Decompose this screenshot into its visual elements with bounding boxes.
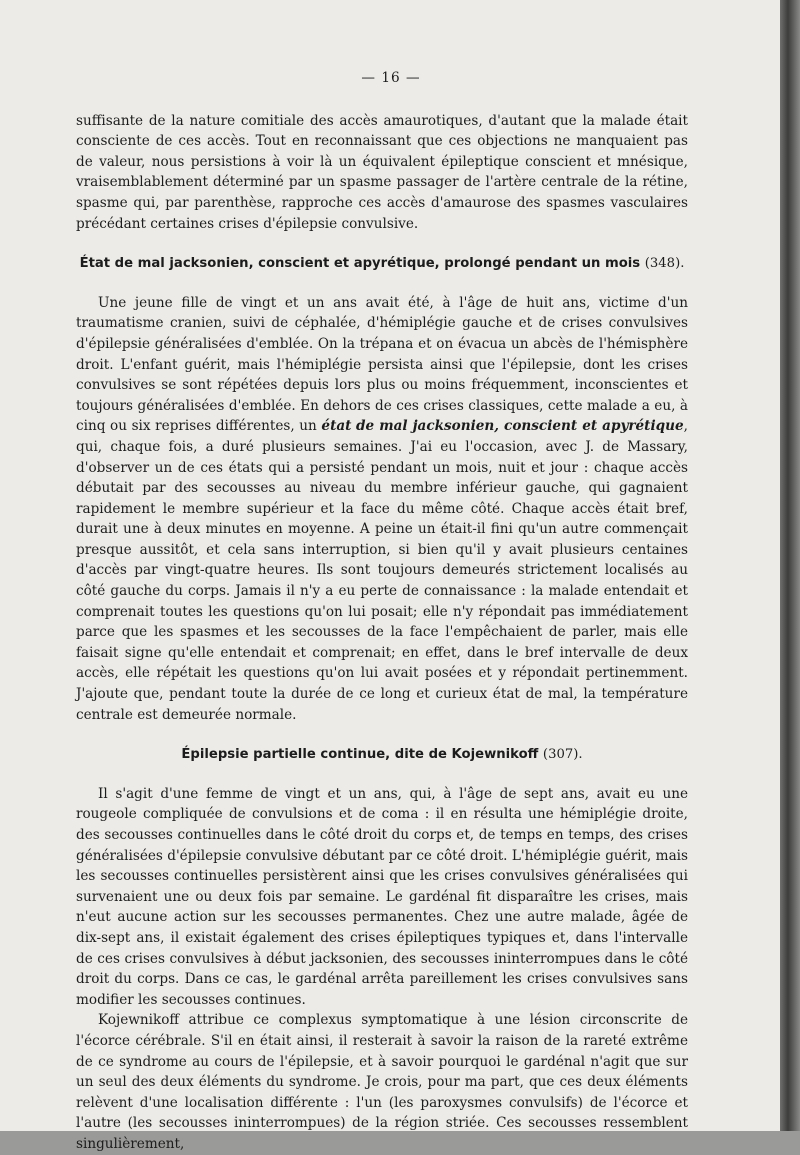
paragraph-4: Kojewnikoff attribue ce complexus symptomatique à une lésion circonscrite de l'écorce cérébrale. S'il en était ainsi, il resterait à savoir la raison de la rareté extrême de ce syndrome au cours de l'épilepsie, et à savoir pourquoi le gardénal n'agit que sur un seul des deux éléments du syndrome. Je crois, pour ma part, que ces deux éléments relèvent d'une localisation différente : l'un (les paroxysmes convulsifs) de l'écorce et l'autre (les secousses ininterrompues) de la région striée. Ces secousses ressemblent singulièrement, xyxy=(76,1012,688,1152)
page-number: — 16 — xyxy=(361,70,421,86)
heading-reference: (348). xyxy=(644,256,685,272)
paragraph-2-part-1: Une jeune fille de vingt et un ans avait été, à l'âge de huit ans, victime d'un traumatisme cranien, suivi de céphalée, d'hémiplégie gauche et de crises convulsives d'épilepsie généralisées d'emblée. On la trépana et on évacua un abcès de l'hémisphère droit. L'enfant guérit, mais l'hémiplégie persista ainsi que l'épilepsie, dont les crises convulsives se sont répétées depuis lors plus ou moins fréquemment, inconscientes et toujours généralisées d'emblée. En dehors de ces crises classiques, cette malade a eu, à cinq ou six reprises différentes, un xyxy=(76,294,688,435)
book-spine-edge xyxy=(780,0,800,1131)
section-heading-etat-de-mal xyxy=(76,254,688,275)
heading-reference: (307). xyxy=(542,747,583,763)
emphasis-etat: état xyxy=(321,418,352,435)
paragraph-1: suffisante de la nature comitiale des accès amaurotiques, d'autant que la malade était consciente de ces accès. Tout en reconnaissant que ces objections ne manquaient pas de valeur, nous persistions à voir là un équivalent épileptique conscient et mnésique, vraisemblablement déterminé par un spasme passager de l'artère centrale de la rétine, spasme qui, par parenthèse, rapproche ces accès d'amaurose des spasmes vasculaires précédant certaines crises d'épilepsie convulsive. xyxy=(76,112,688,232)
section-heading-kojewnikoff xyxy=(76,745,688,766)
heading-title: Épilepsie partielle continue, dite de Kojewnikoff xyxy=(181,747,539,763)
paragraph-2 xyxy=(76,293,688,725)
paragraph-2-part-2: , qui, chaque fois, a duré plusieurs semaines. J'ai eu l'occasion, avec J. de Massary, d'observer un de ces états qui a persisté pendant un mois, nuit et jour : chaque accès débutait par des secousses au niveau du membre inférieur gauche, qui gagnaient rapidement le membre supérieur et la face du même côté. Chaque accès était bref, durait une à deux minutes en moyenne. A peine un était-il fini qu'un autre commençait presque aussitôt, et cela sans interruption, si bien qu'il y avait plusieurs centaines d'accès par vingt-quatre heures. Ils sont toujours demeurés strictement localisés au côté gauche du corps. Jamais il n'y a eu perte de connaissance : la malade entendait et comprenait toutes les questions qu'on lui posait; elle n'y répondait pas immédiatement parce que les spasmes et les secousses de la face l'empêchaient de parler, mais elle faisait signe qu'elle entendait et comprenait; en effet, dans le bref intervalle de deux accès, elle répétait les questions qu'on lui avait posées et y répondait pertinemment. J'ajoute que, pendant toute la durée de ce long et curieux état de mal, la température centrale est demeurée normale. xyxy=(76,418,688,723)
text-column xyxy=(76,68,688,1155)
emphasis-jacksonien: de mal jacksonien, conscient et apyrétique xyxy=(356,418,684,435)
paragraph-3: Il s'agit d'une femme de vingt et un ans, qui, à l'âge de sept ans, avait eu une rougeole compliquée de convulsions et de coma : il en résulta une hémiplégie droite, des secousses continuelles dans le côté droit du corps et, de temps en temps, des crises généralisées d'épilepsie convulsive débutant par ce côté droit. L'hémiplégie guérit, mais les secousses continuelles persistèrent ainsi que les crises convulsives généralisées qui survenaient une ou deux fois par semaine. Le gardénal fit disparaître les crises, mais n'eut aucune action sur les secousses permanentes. Chez une autre malade, âgée de dix-sept ans, il existait également des crises épileptiques typiques et, dans l'intervalle de ces crises convulsives à début jacksonien, des secousses ininterrompues dans le côté droit du corps. Dans ce cas, le gardénal arrêta pareillement les crises convulsives sans modifier les secousses continues. xyxy=(76,785,688,1008)
heading-title: État de mal jacksonien, conscient et apyrétique, prolongé pendant un mois xyxy=(79,256,641,272)
